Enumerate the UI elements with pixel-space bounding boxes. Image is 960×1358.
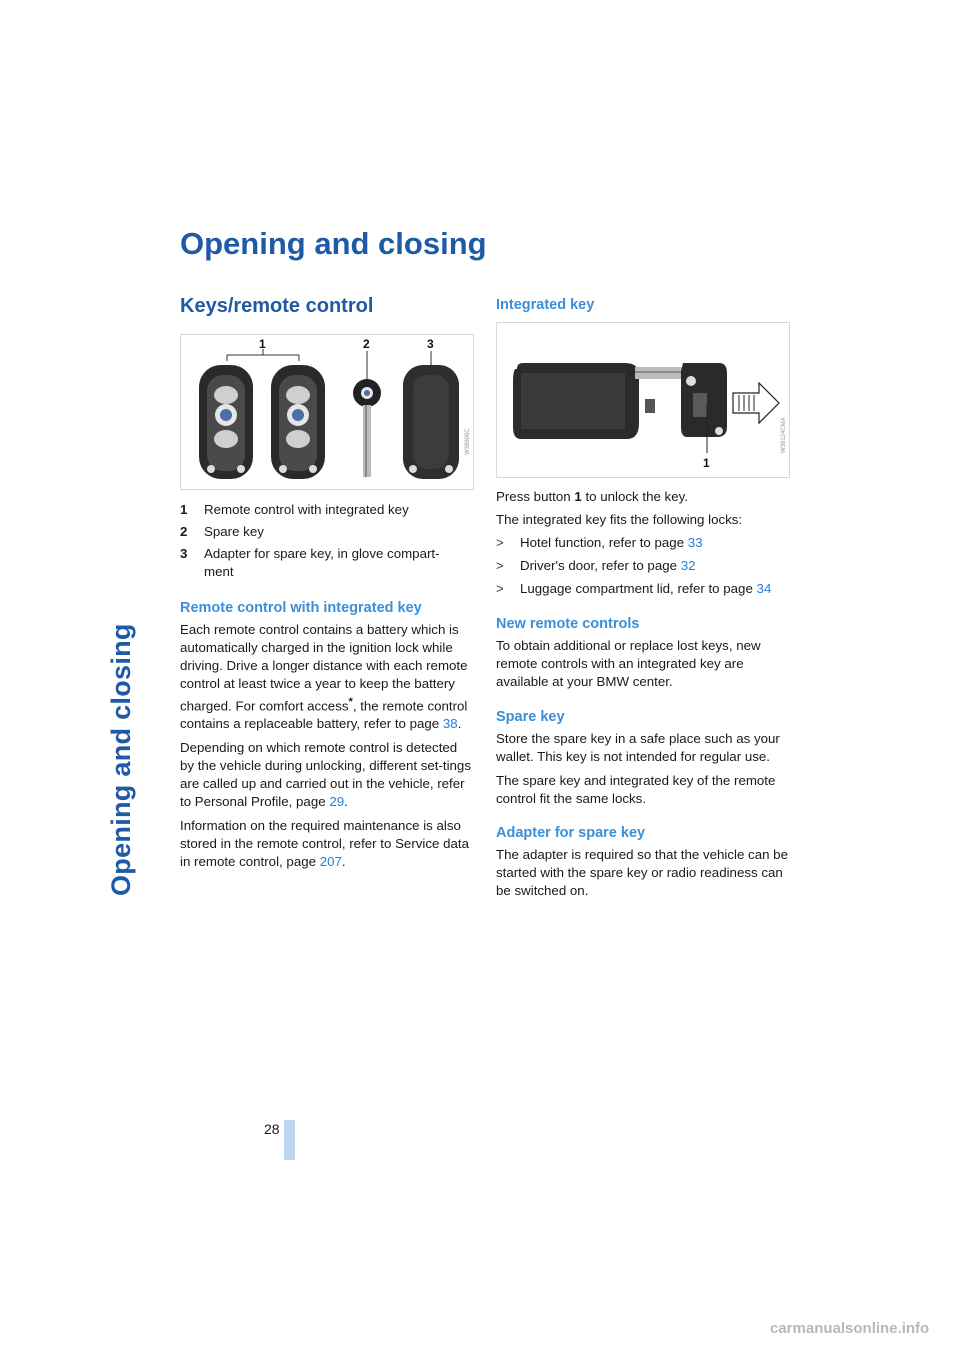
spare-key-paragraph-2: The spare key and integrated key of the remote control fit the same locks. (496, 773, 776, 806)
callout-1: 1 (259, 337, 266, 351)
legend-item (180, 501, 474, 519)
text-run: Press button (496, 489, 575, 504)
bold-ref: 1 (574, 489, 582, 504)
bullet-mark: > (496, 581, 504, 596)
legend-num: 3 (180, 546, 188, 561)
fig1-watermark: W38896C (465, 428, 471, 455)
section-heading: Keys/remote control (180, 295, 374, 317)
new-remote-section (496, 614, 790, 691)
integrated-callout-1: 1 (703, 456, 710, 470)
new-remote-text: To obtain additional or replace lost keys, new remote controls with an integrated key are available at your BMW center. (496, 638, 761, 689)
remote-paragraph-2 (180, 739, 474, 811)
keys-illustration (181, 335, 473, 489)
integrated-heading: Integrated key (496, 297, 595, 313)
fig2-watermark: W38124CMA (781, 417, 787, 453)
text-run: Hotel function, refer to page (520, 535, 688, 550)
text-run: Depending on which remote control is detected by the vehicle during unlocking, different set-tings are called up and carried out in the vehicle, refer to Personal Profile, page (180, 740, 471, 810)
list-item (496, 534, 790, 552)
legend-text: Spare key (204, 524, 264, 539)
side-tab-label: Opening and closing (106, 623, 136, 896)
text-run: Each remote control contains a battery which is automatically charged in the ignition lock while driving. Drive a longer distance with each remote control at least twice a year to keep the battery charged. For comfort access (180, 622, 468, 714)
bullet-mark: > (496, 558, 504, 573)
adapter-section (496, 823, 790, 900)
page-link-32[interactable]: 32 (680, 558, 696, 573)
page-link-207[interactable]: 207 (319, 854, 342, 870)
legend-item (180, 523, 474, 541)
text-run: Information on the required maintenance is also stored in the remote control, refer to Service data in remote control, page (180, 818, 469, 870)
text-run: , the remote control contains a replaceable battery, refer to page (180, 698, 468, 732)
spare-key-section (496, 707, 790, 808)
legend-num: 1 (180, 502, 188, 517)
remote-paragraph-3 (180, 817, 474, 871)
list-item-text (520, 557, 696, 575)
remote-paragraph-1 (180, 621, 474, 733)
integrated-key-illustration (497, 323, 789, 477)
side-tab (100, 226, 160, 1126)
footer-watermark: carmanualsonline.info (770, 1320, 930, 1337)
remote-section (180, 598, 474, 871)
page-number-bar (284, 1120, 295, 1160)
page-link-33[interactable]: 33 (687, 535, 703, 550)
spare-key-paragraph-1: Store the spare key in a safe place such as your wallet. This key is not intended for regular use. (496, 731, 780, 764)
page-link-38[interactable]: 38 (442, 716, 458, 732)
list-item (496, 580, 790, 598)
keys-figure (180, 334, 474, 490)
spare-key-heading: Spare key (496, 709, 565, 725)
text-run: to unlock the key. (581, 489, 688, 504)
bullet-mark: > (496, 535, 504, 550)
page-link-34[interactable]: 34 (756, 581, 772, 596)
adapter-text: The adapter is required so that the vehicle can be started with the spare key or radio readiness can be switched on. (496, 847, 788, 898)
list-item-text (520, 580, 771, 598)
page-link-29[interactable]: 29 (329, 794, 345, 810)
integrated-paragraph-1 (496, 488, 790, 506)
callout-3: 3 (427, 337, 434, 351)
text-run: Driver's door, refer to page (520, 558, 681, 573)
text-run: . (341, 854, 346, 870)
list-item-text (520, 534, 703, 552)
text-run: . (344, 794, 348, 810)
integrated-heading-wrap (496, 295, 790, 315)
legend-text: Adapter for spare key, in glove compart- ment (204, 546, 440, 579)
list-item (496, 557, 790, 575)
asterisk: * (348, 696, 353, 708)
integrated-key-figure (496, 322, 790, 478)
legend-text: Remote control with integrated key (204, 502, 409, 517)
page-title: Opening and closing (180, 226, 487, 261)
adapter-heading: Adapter for spare key (496, 825, 646, 841)
figure-legend (180, 501, 474, 585)
integrated-paragraph-2: The integrated key fits the following locks: (496, 512, 743, 527)
legend-item (180, 545, 474, 581)
text-run: Luggage compartment lid, refer to page (520, 581, 757, 596)
locks-list (496, 534, 790, 598)
text-run: . (457, 716, 462, 732)
legend-num: 2 (180, 524, 188, 539)
integrated-body (496, 488, 790, 603)
callout-2: 2 (363, 337, 370, 351)
remote-heading: Remote control with integrated key (180, 600, 422, 616)
page-number: 28 (264, 1121, 280, 1137)
new-remote-heading: New remote controls (496, 616, 640, 632)
